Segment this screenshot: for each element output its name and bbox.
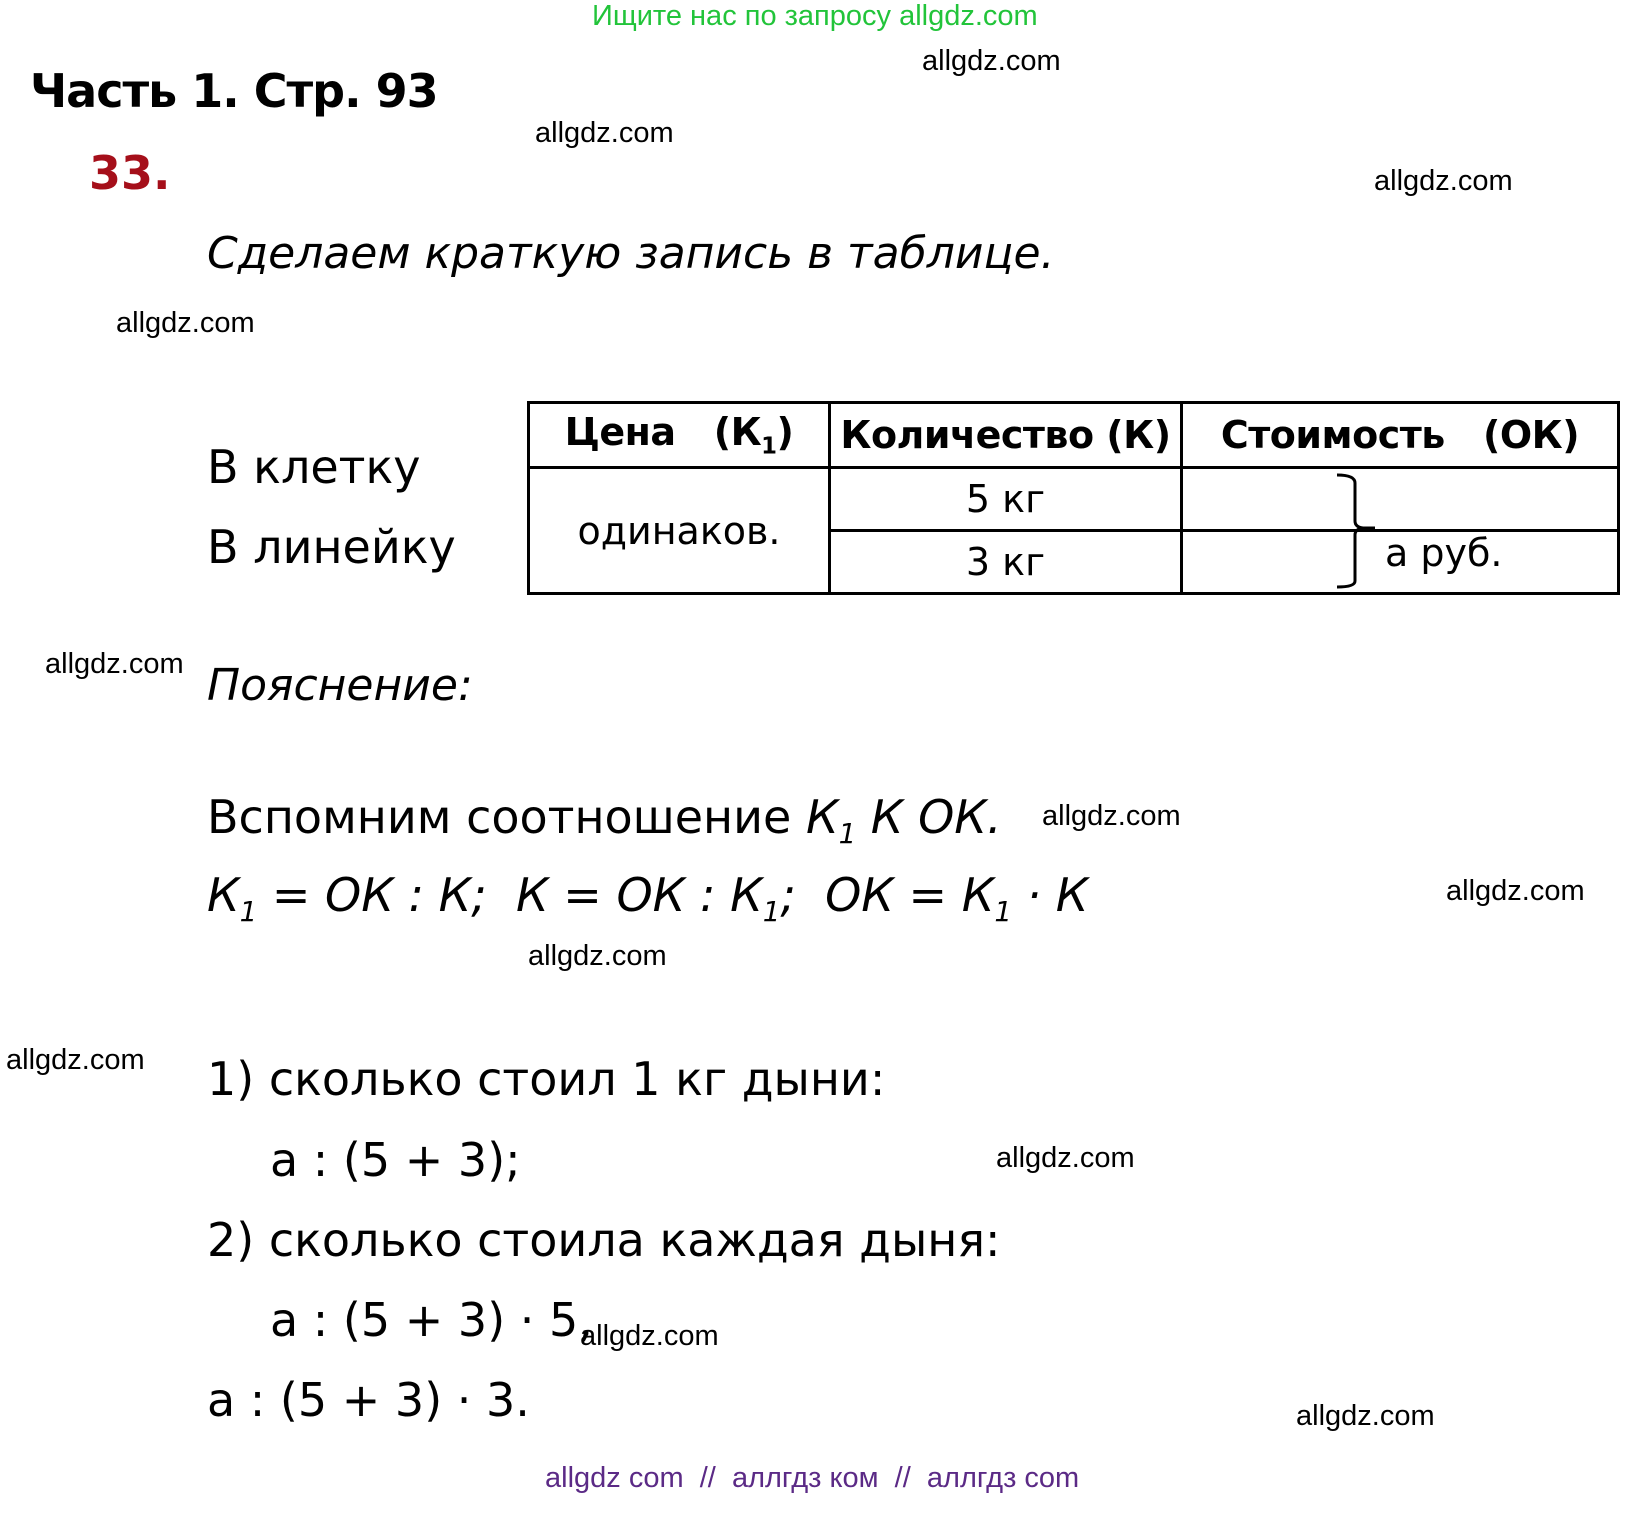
header-price-sub: 1 bbox=[761, 433, 777, 460]
search-banner[interactable]: Ищите нас по запросу allgdz.com bbox=[592, 0, 1038, 32]
formula-2-a: К = ОК : К bbox=[516, 868, 763, 922]
formula-3-sub: 1 bbox=[994, 895, 1012, 929]
header-price-label: Цена bbox=[564, 410, 676, 455]
relation-k1-sub: 1 bbox=[838, 817, 857, 851]
explanation-heading: Пояснение: bbox=[207, 660, 473, 711]
page-title: Часть 1. Стр. 93 bbox=[30, 64, 438, 118]
header-quantity: Количество (К) bbox=[830, 403, 1182, 468]
total-label: а руб. bbox=[1385, 531, 1503, 575]
header-cost bbox=[1182, 403, 1619, 468]
relation-rest: К ОК. bbox=[856, 790, 1002, 844]
step-2-expression-1: а : (5 + 3) · 5, bbox=[270, 1293, 593, 1347]
formula-1-b: = ОК : К; bbox=[257, 868, 517, 922]
watermark: allgdz.com bbox=[45, 648, 184, 680]
watermark: allgdz.com bbox=[922, 45, 1061, 77]
price-cell: одинаков. bbox=[529, 468, 830, 594]
formula-2-sub: 1 bbox=[762, 895, 781, 929]
step-1-expression: а : (5 + 3); bbox=[270, 1133, 521, 1187]
step-1-label: 1) сколько стоил 1 кг дыни: bbox=[207, 1052, 886, 1106]
watermark: allgdz.com bbox=[1446, 875, 1585, 907]
footer-links[interactable]: allgdz com // аллгдз ком // аллгдз com bbox=[545, 1462, 1080, 1494]
header-price-close: ) bbox=[776, 410, 794, 455]
relation-prefix: Вспомним соотношение bbox=[207, 790, 806, 844]
header-cost-label: Стоимость bbox=[1220, 413, 1445, 457]
header-cost-abbr: (ОК) bbox=[1482, 413, 1580, 457]
watermark: allgdz.com bbox=[1042, 800, 1181, 832]
watermark: allgdz.com bbox=[116, 307, 255, 339]
watermark: allgdz.com bbox=[535, 117, 674, 149]
formulas-line bbox=[207, 868, 1088, 928]
formula-2-b: ; bbox=[780, 868, 826, 922]
row-label-lined: В линейку bbox=[207, 520, 456, 574]
row-label-grid: В клетку bbox=[207, 440, 421, 494]
quantity-cell: 3 кг bbox=[830, 531, 1182, 594]
header-price bbox=[529, 403, 830, 468]
relation-k1: К bbox=[805, 790, 839, 844]
relation-line bbox=[207, 790, 1002, 850]
formula-1-sub: 1 bbox=[239, 895, 258, 929]
watermark: allgdz.com bbox=[528, 940, 667, 972]
quantity-cell: 5 кг bbox=[830, 468, 1182, 531]
summary-table-wrap bbox=[527, 401, 1620, 595]
header-price-abbr: (К bbox=[713, 410, 762, 455]
exercise-number: 33. bbox=[89, 146, 171, 200]
watermark: allgdz.com bbox=[6, 1044, 145, 1076]
formula-3-a: ОК = К bbox=[825, 868, 995, 922]
step-2-expression-2: а : (5 + 3) · 3. bbox=[207, 1373, 530, 1427]
watermark: allgdz.com bbox=[996, 1142, 1135, 1174]
watermark: allgdz.com bbox=[1296, 1400, 1435, 1432]
step-2-label: 2) сколько стоила каждая дыня: bbox=[207, 1213, 1001, 1267]
watermark: allgdz.com bbox=[1374, 165, 1513, 197]
watermark: allgdz.com bbox=[580, 1320, 719, 1352]
intro-text: Сделаем краткую запись в таблице. bbox=[207, 228, 1055, 279]
formula-1-a: К bbox=[207, 868, 240, 922]
formula-3-b: · К bbox=[1011, 868, 1089, 922]
